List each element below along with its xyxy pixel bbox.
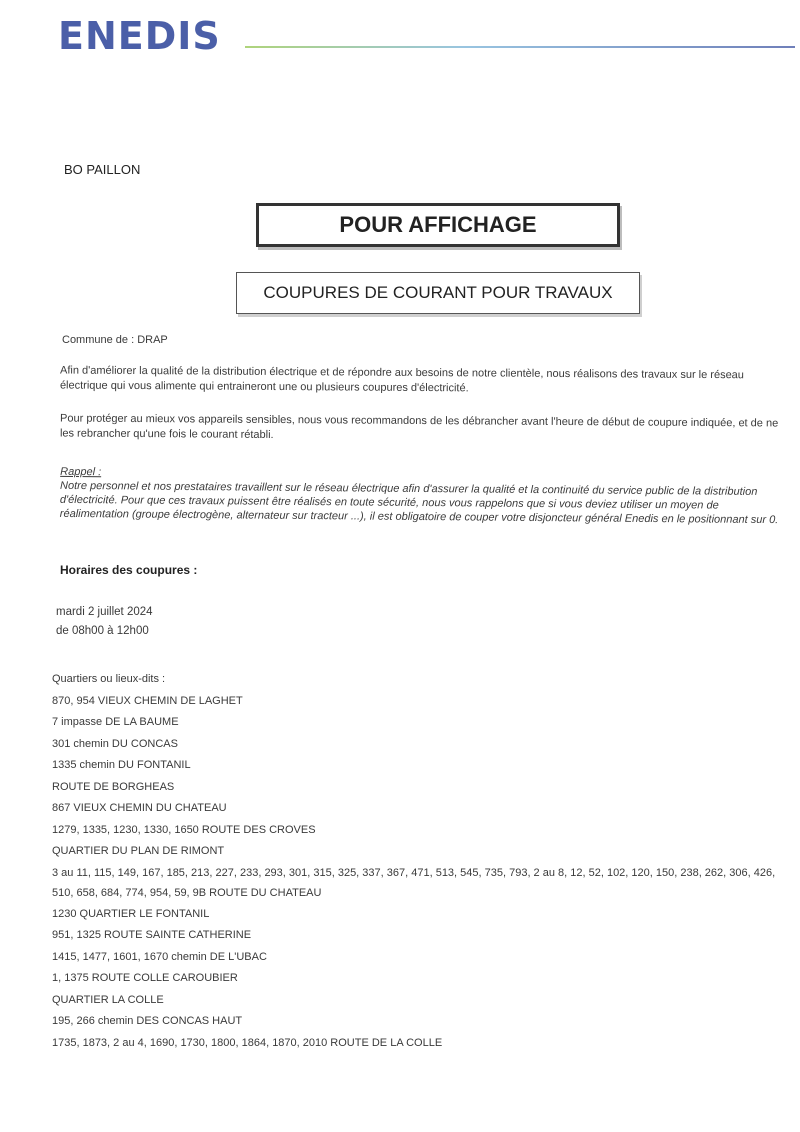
advice-paragraph: Pour protéger au mieux vos appareils sensibles, nous vous recommandons de les débrancher avant l'heure de début de coupure indiquée, et de ne les rebrancher qu'une fois le courant rétabli.	[59, 412, 779, 441]
title-box	[256, 203, 620, 247]
subtitle-box	[236, 272, 640, 314]
location-item: 1, 1375 ROUTE COLLE CAROUBIER	[52, 972, 238, 984]
location-item: 870, 954 VIEUX CHEMIN DE LAGHET	[52, 694, 243, 707]
location-item: 7 impasse DE LA BAUME	[52, 716, 179, 728]
location-item: 1230 QUARTIER LE FONTANIL	[52, 907, 210, 920]
schedule-block	[56, 603, 153, 641]
reminder-title: Rappel :	[60, 465, 102, 479]
outage-time: de 08h00 à 12h00	[56, 625, 149, 637]
locations-list	[52, 669, 782, 1054]
header-divider	[245, 46, 795, 48]
location-item: 951, 1325 ROUTE SAINTE CATHERINE	[52, 929, 252, 941]
location-item: 301 chemin DU CONCAS	[52, 737, 178, 750]
location-item: 1279, 1335, 1230, 1330, 1650 ROUTE DES CROVES	[52, 823, 316, 836]
location-item: 1335 chemin DU FONTANIL	[52, 759, 191, 771]
enedis-logo: ENEDIS	[58, 14, 221, 58]
outage-date: mardi 2 juillet 2024	[56, 606, 153, 618]
location-item: QUARTIER DU PLAN DE RIMONT	[52, 845, 225, 857]
location-item: QUARTIER LA COLLE	[52, 993, 164, 1006]
location-item: 195, 266 chemin DES CONCAS HAUT	[52, 1015, 243, 1027]
site-name: BO PAILLON	[64, 162, 141, 177]
intro-paragraph: Afin d'améliorer la qualité de la distribution électrique et de répondre aux besoins de notre clientèle, nous réalisons des travaux sur le réseau électrique qui vous alimente qui entraineront une ou plusieurs coupures d'électricité.	[59, 364, 744, 395]
location-item: 1415, 1477, 1601, 1670 chemin DE L'UBAC	[52, 950, 267, 963]
reminder-text: Notre personnel et nos prestataires travaillent sur le réseau électrique afin d'assurer la qualité et la continuité du service public de la distribution d'électricité. Pour que ces travaux puissent être réalisés en toute sécurité, nous vous rappelons que si vous deviez utiliser un moyen de réalimentation (groupe électrogène, alternateur sur tracteur ...), il est obligatoire de couper votre disjoncteur général Enedis en le positionnant sur 0.	[59, 479, 779, 527]
location-item: 867 VIEUX CHEMIN DU CHATEAU	[52, 802, 227, 814]
locations-label: Quartiers ou lieux-dits :	[52, 673, 166, 685]
location-item: ROUTE DE BORGHEAS	[52, 780, 175, 793]
main-title: POUR AFFICHAGE	[339, 212, 537, 237]
reminder-block	[60, 465, 780, 527]
sub-title: COUPURES DE COURANT POUR TRAVAUX	[263, 283, 613, 302]
schedule-heading: Horaires des coupures :	[60, 563, 198, 577]
location-item: 1735, 1873, 2 au 4, 1690, 1730, 1800, 1864, 1870, 2010 ROUTE DE LA COLLE	[52, 1036, 443, 1049]
commune-line: Commune de : DRAP	[62, 334, 168, 346]
location-item: 3 au 11, 115, 149, 167, 185, 213, 227, 233, 293, 301, 315, 325, 337, 367, 471, 513, 545, 735, 793, 2 au 8, 12, 52, 102, 120, 150, 238, 262, 306, 426, 510, 658, 684, 774, 954, 59, 9B ROUTE DU CHATEAU	[52, 866, 776, 899]
